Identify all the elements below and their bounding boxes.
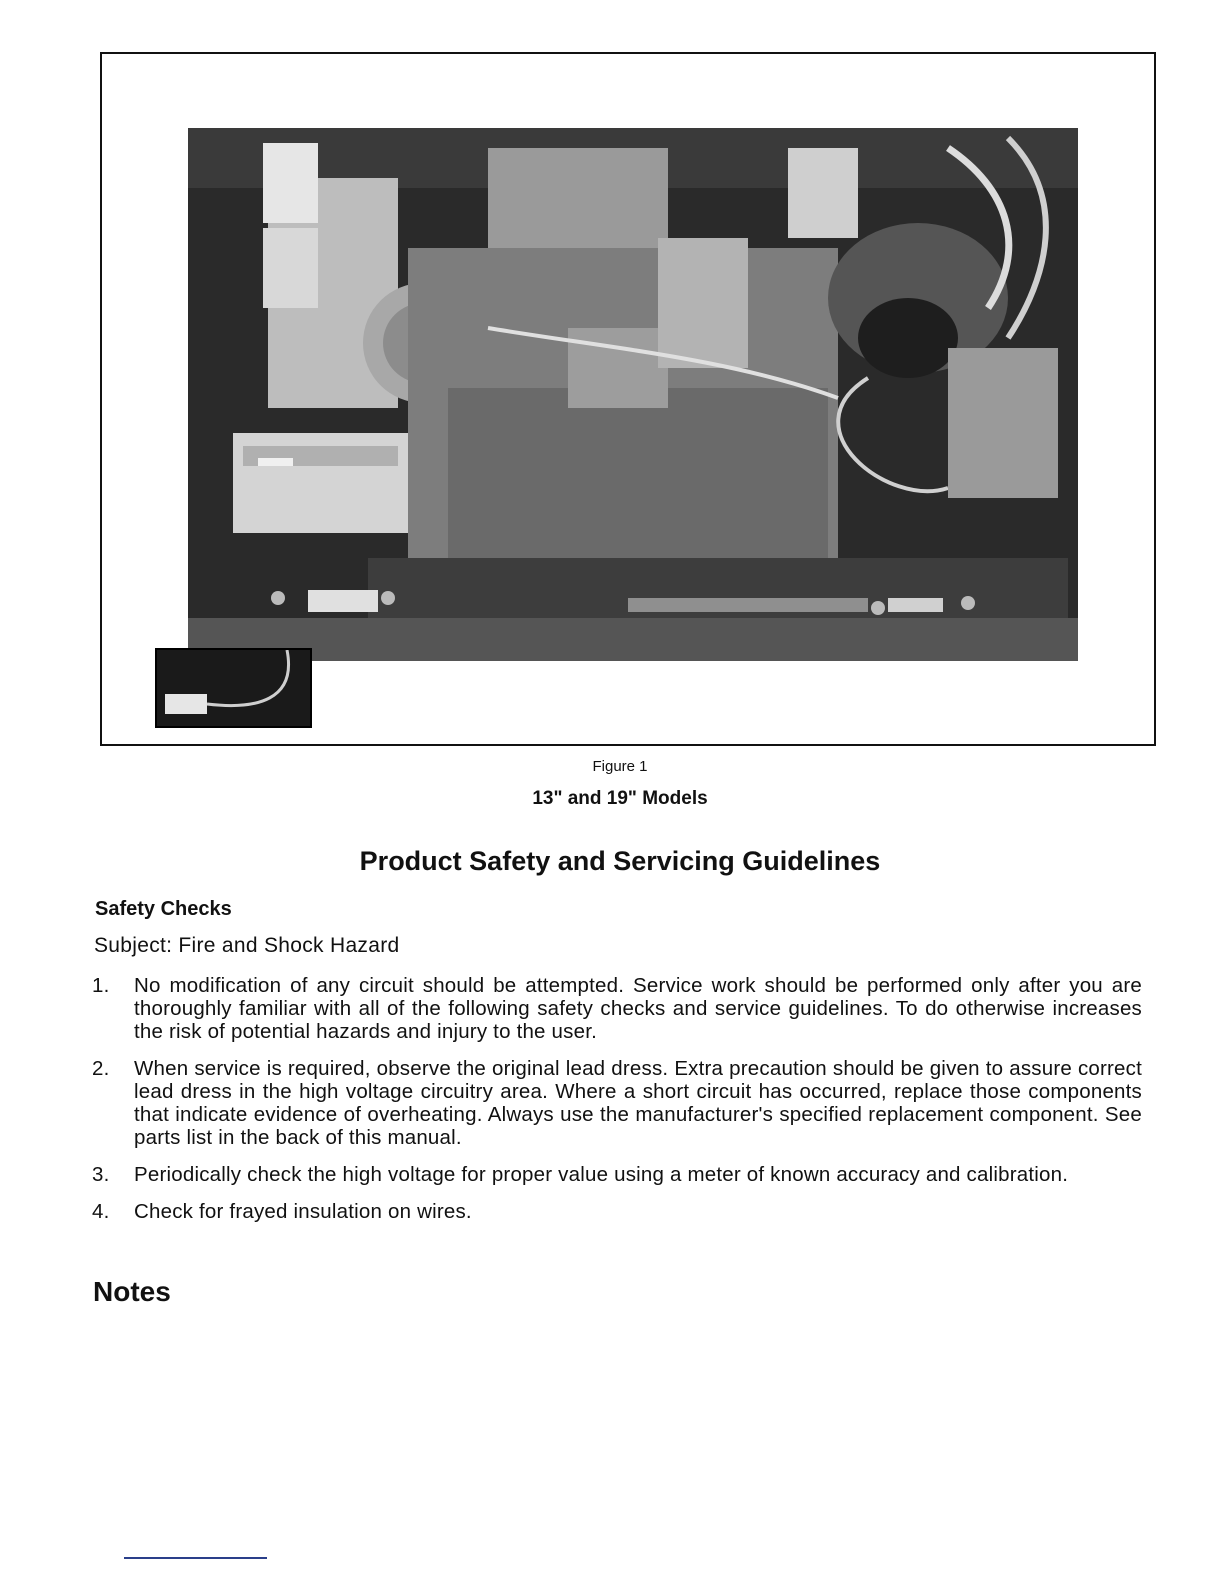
connector-inset-photo [155,648,312,728]
footer-rule [124,1557,267,1559]
list-item [92,1200,1142,1223]
page-heading: Product Safety and Servicing Guidelines [359,846,881,876]
list-item-number: 3. [92,1163,110,1186]
notes-heading: Notes [93,1276,171,1307]
list-item-text: When service is required, observe the original lead dress. Extra precaution should be given to assure correct lead dress in the high voltage circuitry area. Where a short circuit has occurred, replace those components that indicate evidence of overheating. Always use the manufacturer's specified replacement component. See parts list in the back of this manual. [134,1057,1142,1149]
chassis-circuit-board-photo [188,128,1078,661]
subject-line: Subject: Fire and Shock Hazard [94,934,400,957]
list-item [92,1163,1142,1186]
list-item-text: Check for frayed insulation on wires. [134,1200,472,1223]
section-subheading: Safety Checks [95,898,232,920]
list-item-number: 2. [92,1057,110,1080]
list-item [92,974,1142,1043]
list-item-text: Periodically check the high voltage for proper value using a meter of known accuracy and calibration. [134,1163,1069,1186]
figure-caption: 13" and 19" Models [532,788,708,809]
list-item-number: 4. [92,1200,110,1223]
safety-check-list [92,974,1142,1237]
list-item [92,1057,1142,1149]
list-item-number: 1. [92,974,110,997]
figure-number: Figure 1 [592,758,648,775]
list-item-text: No modification of any circuit should be attempted. Service work should be performed only after you are thoroughly familiar with all of the following safety checks and service guidelines. To do otherwise increases the risk of potential hazards and injury to the user. [134,974,1142,1043]
